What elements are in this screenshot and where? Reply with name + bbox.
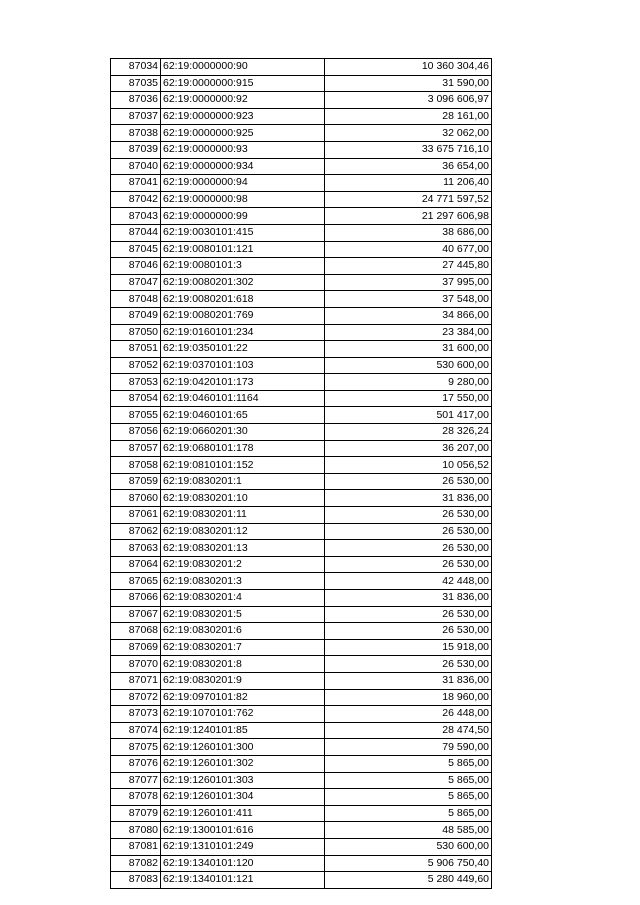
row-number: 87061	[111, 507, 161, 524]
amount-value: 42 448,00	[325, 573, 492, 590]
amount-value: 40 677,00	[325, 241, 492, 258]
table-row	[111, 224, 492, 241]
table-row	[111, 191, 492, 208]
row-number: 87042	[111, 191, 161, 208]
amount-value: 10 360 304,46	[325, 59, 492, 76]
cadastral-code: 62:19:0830201:3	[161, 573, 325, 590]
row-number: 87057	[111, 440, 161, 457]
row-number: 87075	[111, 739, 161, 756]
amount-value: 5 865,00	[325, 805, 492, 822]
cadastral-code: 62:19:0000000:99	[161, 208, 325, 225]
row-number: 87047	[111, 274, 161, 291]
table-row	[111, 556, 492, 573]
amount-value: 28 474,50	[325, 722, 492, 739]
row-number: 87079	[111, 805, 161, 822]
amount-value: 26 530,00	[325, 473, 492, 490]
row-number: 87066	[111, 590, 161, 607]
table-row	[111, 590, 492, 607]
row-number: 87045	[111, 241, 161, 258]
cadastral-code: 62:19:0460101:65	[161, 407, 325, 424]
cadastral-code: 62:19:1260101:304	[161, 789, 325, 806]
amount-value: 23 384,00	[325, 324, 492, 341]
table-row	[111, 623, 492, 640]
table-row	[111, 307, 492, 324]
amount-value: 21 297 606,98	[325, 208, 492, 225]
row-number: 87040	[111, 158, 161, 175]
table-row	[111, 208, 492, 225]
table-row	[111, 108, 492, 125]
amount-value: 9 280,00	[325, 374, 492, 391]
row-number: 87039	[111, 141, 161, 158]
cadastral-code: 62:19:0080201:769	[161, 307, 325, 324]
table-row	[111, 473, 492, 490]
amount-value: 31 836,00	[325, 490, 492, 507]
table-row	[111, 357, 492, 374]
cadastral-code: 62:19:0080101:3	[161, 258, 325, 275]
amount-value: 26 530,00	[325, 556, 492, 573]
cadastral-code: 62:19:0160101:234	[161, 324, 325, 341]
cadastral-code: 62:19:0830201:2	[161, 556, 325, 573]
cadastral-code: 62:19:0000000:923	[161, 108, 325, 125]
table-row	[111, 440, 492, 457]
row-number: 87082	[111, 855, 161, 872]
amount-value: 5 280 449,60	[325, 872, 492, 889]
amount-value: 31 836,00	[325, 672, 492, 689]
row-number: 87067	[111, 606, 161, 623]
cadastral-code: 62:19:1340101:121	[161, 872, 325, 889]
table-row	[111, 341, 492, 358]
cadastral-code: 62:19:0080101:121	[161, 241, 325, 258]
amount-value: 18 960,00	[325, 689, 492, 706]
table-row	[111, 855, 492, 872]
amount-value: 28 326,24	[325, 424, 492, 441]
amount-value: 10 056,52	[325, 457, 492, 474]
table-row	[111, 374, 492, 391]
row-number: 87069	[111, 639, 161, 656]
row-number: 87046	[111, 258, 161, 275]
row-number: 87064	[111, 556, 161, 573]
table-row	[111, 805, 492, 822]
table-row	[111, 490, 492, 507]
table-row	[111, 822, 492, 839]
amount-value: 26 530,00	[325, 623, 492, 640]
table-row	[111, 606, 492, 623]
cadastral-code: 62:19:1260101:300	[161, 739, 325, 756]
table-row	[111, 838, 492, 855]
cadastral-code: 62:19:0000000:94	[161, 175, 325, 192]
row-number: 87058	[111, 457, 161, 474]
amount-value: 31 590,00	[325, 75, 492, 92]
table-row	[111, 274, 492, 291]
row-number: 87041	[111, 175, 161, 192]
amount-value: 530 600,00	[325, 838, 492, 855]
table-row	[111, 507, 492, 524]
table-row	[111, 75, 492, 92]
amount-value: 33 675 716,10	[325, 141, 492, 158]
cadastral-code: 62:19:0080201:302	[161, 274, 325, 291]
table-row	[111, 424, 492, 441]
cadastral-code: 62:19:0830201:5	[161, 606, 325, 623]
amount-value: 5 865,00	[325, 789, 492, 806]
table-row	[111, 258, 492, 275]
cadastral-code: 62:19:0000000:90	[161, 59, 325, 76]
row-number: 87083	[111, 872, 161, 889]
cadastral-code: 62:19:1310101:249	[161, 838, 325, 855]
row-number: 87081	[111, 838, 161, 855]
cadastral-code: 62:19:1240101:85	[161, 722, 325, 739]
amount-value: 17 550,00	[325, 390, 492, 407]
cadastral-code: 62:19:0000000:92	[161, 92, 325, 109]
table-row	[111, 141, 492, 158]
amount-value: 5 906 750,40	[325, 855, 492, 872]
cadastral-code: 62:19:0830201:12	[161, 523, 325, 540]
row-number: 87048	[111, 291, 161, 308]
table-row	[111, 291, 492, 308]
amount-value: 15 918,00	[325, 639, 492, 656]
row-number: 87050	[111, 324, 161, 341]
table-row	[111, 722, 492, 739]
amount-value: 26 530,00	[325, 523, 492, 540]
amount-value: 5 865,00	[325, 772, 492, 789]
cadastral-code: 62:19:0460101:1164	[161, 390, 325, 407]
row-number: 87043	[111, 208, 161, 225]
row-number: 87077	[111, 772, 161, 789]
cadastral-code: 62:19:0350101:22	[161, 341, 325, 358]
amount-value: 48 585,00	[325, 822, 492, 839]
table-row	[111, 175, 492, 192]
row-number: 87078	[111, 789, 161, 806]
table-row	[111, 573, 492, 590]
cadastral-code: 62:19:0830201:10	[161, 490, 325, 507]
cadastral-code: 62:19:0000000:98	[161, 191, 325, 208]
table-row	[111, 706, 492, 723]
row-number: 87074	[111, 722, 161, 739]
row-number: 87037	[111, 108, 161, 125]
cadastral-code: 62:19:0660201:30	[161, 424, 325, 441]
cadastral-code: 62:19:0830201:11	[161, 507, 325, 524]
row-number: 87059	[111, 473, 161, 490]
row-number: 87072	[111, 689, 161, 706]
amount-value: 31 836,00	[325, 590, 492, 607]
table-row	[111, 158, 492, 175]
table-row	[111, 755, 492, 772]
amount-value: 32 062,00	[325, 125, 492, 142]
row-number: 87060	[111, 490, 161, 507]
row-number: 87071	[111, 672, 161, 689]
amount-value: 26 530,00	[325, 656, 492, 673]
row-number: 87054	[111, 390, 161, 407]
amount-value: 36 654,00	[325, 158, 492, 175]
cadastral-code: 62:19:1070101:762	[161, 706, 325, 723]
cadastral-code: 62:19:0830201:4	[161, 590, 325, 607]
row-number: 87063	[111, 540, 161, 557]
row-number: 87051	[111, 341, 161, 358]
cadastral-code: 62:19:0680101:178	[161, 440, 325, 457]
amount-value: 37 548,00	[325, 291, 492, 308]
table-row	[111, 689, 492, 706]
ledger-body	[111, 59, 492, 889]
table-row	[111, 407, 492, 424]
table-row	[111, 789, 492, 806]
row-number: 87062	[111, 523, 161, 540]
table-row	[111, 872, 492, 889]
table-row	[111, 92, 492, 109]
amount-value: 27 445,80	[325, 258, 492, 275]
amount-value: 11 206,40	[325, 175, 492, 192]
amount-value: 5 865,00	[325, 755, 492, 772]
cadastral-code: 62:19:1300101:616	[161, 822, 325, 839]
table-row	[111, 324, 492, 341]
cadastral-code: 62:19:0000000:915	[161, 75, 325, 92]
ledger-table	[110, 58, 492, 889]
amount-value: 26 448,00	[325, 706, 492, 723]
ledger-sheet	[110, 58, 491, 889]
row-number: 87049	[111, 307, 161, 324]
table-row	[111, 672, 492, 689]
row-number: 87035	[111, 75, 161, 92]
amount-value: 26 530,00	[325, 540, 492, 557]
amount-value: 3 096 606,97	[325, 92, 492, 109]
cadastral-code: 62:19:1260101:411	[161, 805, 325, 822]
cadastral-code: 62:19:0420101:173	[161, 374, 325, 391]
amount-value: 36 207,00	[325, 440, 492, 457]
cadastral-code: 62:19:0370101:103	[161, 357, 325, 374]
cadastral-code: 62:19:0030101:415	[161, 224, 325, 241]
cadastral-code: 62:19:0830201:13	[161, 540, 325, 557]
table-row	[111, 540, 492, 557]
cadastral-code: 62:19:0970101:82	[161, 689, 325, 706]
row-number: 87036	[111, 92, 161, 109]
table-row	[111, 772, 492, 789]
amount-value: 31 600,00	[325, 341, 492, 358]
amount-value: 79 590,00	[325, 739, 492, 756]
cadastral-code: 62:19:1260101:302	[161, 755, 325, 772]
table-row	[111, 639, 492, 656]
table-row	[111, 523, 492, 540]
row-number: 87056	[111, 424, 161, 441]
amount-value: 24 771 597,52	[325, 191, 492, 208]
table-row	[111, 241, 492, 258]
row-number: 87065	[111, 573, 161, 590]
cadastral-code: 62:19:0830201:6	[161, 623, 325, 640]
table-row	[111, 125, 492, 142]
amount-value: 530 600,00	[325, 357, 492, 374]
table-row	[111, 59, 492, 76]
cadastral-code: 62:19:0000000:93	[161, 141, 325, 158]
cadastral-code: 62:19:0810101:152	[161, 457, 325, 474]
row-number: 87070	[111, 656, 161, 673]
amount-value: 37 995,00	[325, 274, 492, 291]
cadastral-code: 62:19:0830201:9	[161, 672, 325, 689]
row-number: 87068	[111, 623, 161, 640]
cadastral-code: 62:19:0830201:7	[161, 639, 325, 656]
amount-value: 38 686,00	[325, 224, 492, 241]
row-number: 87055	[111, 407, 161, 424]
cadastral-code: 62:19:0830201:1	[161, 473, 325, 490]
amount-value: 34 866,00	[325, 307, 492, 324]
row-number: 87052	[111, 357, 161, 374]
cadastral-code: 62:19:0000000:925	[161, 125, 325, 142]
table-row	[111, 739, 492, 756]
cadastral-code: 62:19:0080201:618	[161, 291, 325, 308]
amount-value: 26 530,00	[325, 606, 492, 623]
cadastral-code: 62:19:0000000:934	[161, 158, 325, 175]
row-number: 87044	[111, 224, 161, 241]
row-number: 87038	[111, 125, 161, 142]
cadastral-code: 62:19:1260101:303	[161, 772, 325, 789]
amount-value: 28 161,00	[325, 108, 492, 125]
table-row	[111, 656, 492, 673]
table-row	[111, 390, 492, 407]
row-number: 87080	[111, 822, 161, 839]
row-number: 87034	[111, 59, 161, 76]
cadastral-code: 62:19:0830201:8	[161, 656, 325, 673]
amount-value: 501 417,00	[325, 407, 492, 424]
amount-value: 26 530,00	[325, 507, 492, 524]
row-number: 87076	[111, 755, 161, 772]
row-number: 87053	[111, 374, 161, 391]
row-number: 87073	[111, 706, 161, 723]
cadastral-code: 62:19:1340101:120	[161, 855, 325, 872]
table-row	[111, 457, 492, 474]
